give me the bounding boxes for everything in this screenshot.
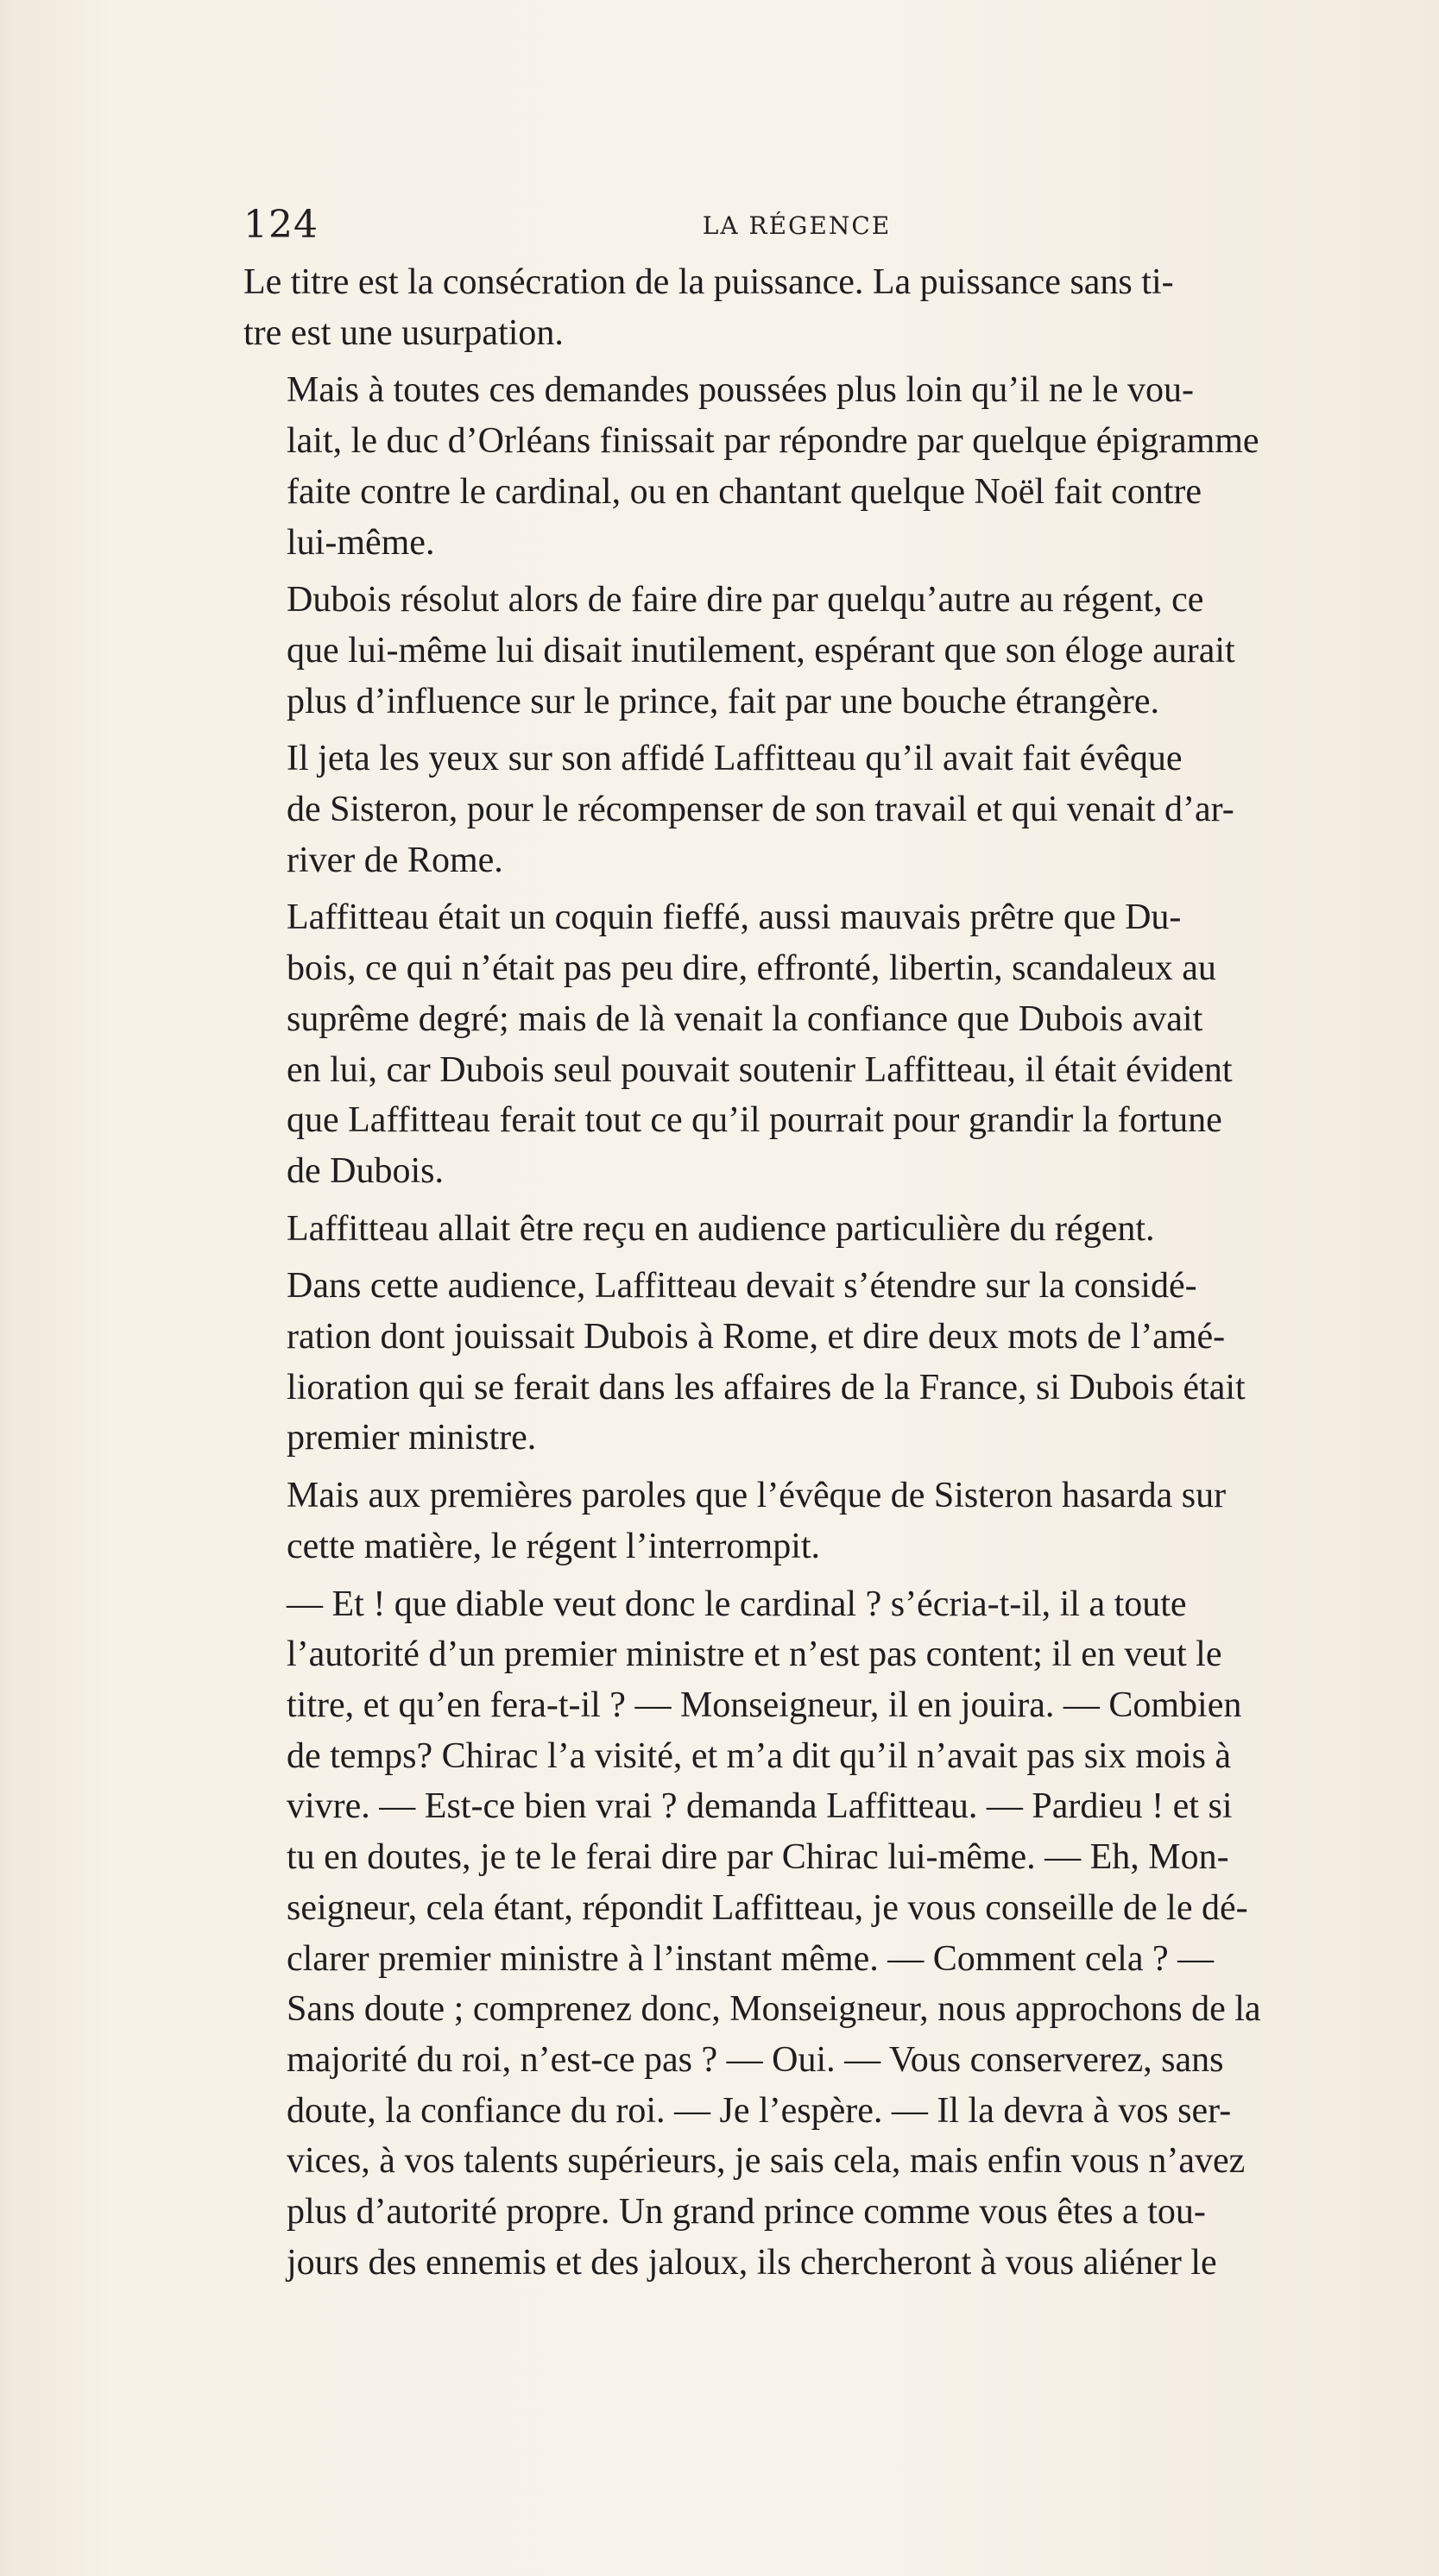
paragraph: [243, 257, 1350, 358]
text-line: en lui, car Dubois seul pouvait soutenir Laffitteau, il était évident: [287, 1049, 1233, 1090]
text-line: ration dont jouissait Dubois à Rome, et dire deux mots de l’amé-: [287, 1317, 1226, 1357]
paragraph: [243, 1471, 1350, 1571]
paragraph: [243, 1579, 1350, 2289]
running-head: LA RÉGENCE: [702, 211, 892, 240]
text-line: bois, ce qui n’était pas peu dire, effronté, libertin, scandaleux au: [287, 948, 1216, 989]
text-line: l’autorité d’un premier ministre et n’est pas content; il en veut le: [287, 1634, 1222, 1675]
text-line: vivre. — Est-ce bien vrai ? demanda Laffitteau. — Pardieu ! et si: [287, 1786, 1233, 1827]
text-line: seigneur, cela étant, répondit Laffitteau, je vous conseille de le dé-: [287, 1887, 1248, 1928]
text-line: lait, le duc d’Orléans finissait par répondre par quelque épigramme: [287, 421, 1259, 462]
text-line: Dubois résolut alors de faire dire par quelqu’autre au régent, ce: [287, 580, 1204, 620]
page-header: [243, 204, 1350, 247]
text-line: premier ministre.: [287, 1418, 537, 1458]
text-line: plus d’autorité propre. Un grand prince comme vous êtes a tou-: [287, 2192, 1206, 2233]
text-line: que lui-même lui disait inutilement, espérant que son éloge aurait: [287, 630, 1235, 671]
text-line: vices, à vos talents supérieurs, je sais cela, mais enfin vous n’avez: [287, 2141, 1246, 2182]
text-line: cette matière, le régent l’interrompit.: [287, 1526, 821, 1566]
paragraph: [243, 892, 1350, 1196]
text-line: tu en doutes, je te le ferai dire par Chirac lui-même. — Eh, Mon-: [287, 1837, 1229, 1878]
text-line: tre est une usurpation.: [243, 312, 564, 353]
text-line: river de Rome.: [287, 840, 503, 880]
text-line: majorité du roi, n’est-ce pas ? — Oui. — Vous conserverez, sans: [287, 2039, 1224, 2080]
text-line: doute, la confiance du roi. — Je l’espère. — Il la devra à vos ser-: [287, 2090, 1232, 2131]
text-line: suprême degré; mais de là venait la confiance que Dubois avait: [287, 998, 1203, 1039]
text-line: Laffitteau était un coquin fieffé, aussi mauvais prêtre que Du-: [287, 898, 1182, 938]
text-line: Dans cette audience, Laffitteau devait s’étendre sur la considé-: [287, 1266, 1197, 1307]
text-line: faite contre le cardinal, ou en chantant quelque Noël fait contre: [287, 471, 1202, 512]
text-line: Laffitteau allait être reçu en audience particulière du régent.: [287, 1208, 1155, 1249]
page-number: 124: [243, 203, 319, 247]
text-line: de temps? Chirac l’a visité, et m’a dit qu’il n’avait pas six mois à: [287, 1735, 1232, 1776]
text-line: Le titre est la consécration de la puissance. La puissance sans ti-: [243, 262, 1174, 302]
text-line: Sans doute ; comprenez donc, Monseigneur, nous approchons de la: [287, 1989, 1261, 2030]
text-line: jours des ennemis et des jaloux, ils chercheront à vous aliéner le: [287, 2242, 1217, 2283]
body-text: [243, 257, 1350, 2295]
paragraph: [243, 365, 1350, 568]
paragraph: [243, 1261, 1350, 1464]
text-line: lui-même.: [287, 522, 435, 563]
text-line: Mais à toutes ces demandes poussées plus loin qu’il ne le vou-: [287, 370, 1194, 411]
text-line: titre, et qu’en fera-t-il ? — Monseigneur, il en jouira. — Combien: [287, 1685, 1242, 1725]
text-line: clarer premier ministre à l’instant même. — Comment cela ? —: [287, 1938, 1215, 1979]
text-line: plus d’influence sur le prince, fait par une bouche étrangère.: [287, 681, 1160, 721]
text-line: — Et ! que diable veut donc le cardinal ? s’écria-t-il, il a toute: [287, 1584, 1187, 1624]
text-line: Mais aux premières paroles que l’évêque de Sisteron hasarda sur: [287, 1476, 1227, 1516]
text-line: de Sisteron, pour le récompenser de son travail et qui venait d’ar-: [287, 790, 1234, 830]
text-line: que Laffitteau ferait tout ce qu’il pourrait pour grandir la fortune: [287, 1100, 1222, 1141]
text-line: Il jeta les yeux sur son affidé Laffitteau qu’il avait fait évêque: [287, 739, 1183, 779]
text-line: lioration qui se ferait dans les affaires de la France, si Dubois était: [287, 1367, 1246, 1408]
paragraph: [243, 1204, 1350, 1255]
paragraph: [243, 734, 1350, 885]
text-line: de Dubois.: [287, 1150, 444, 1191]
paragraph: [243, 575, 1350, 727]
